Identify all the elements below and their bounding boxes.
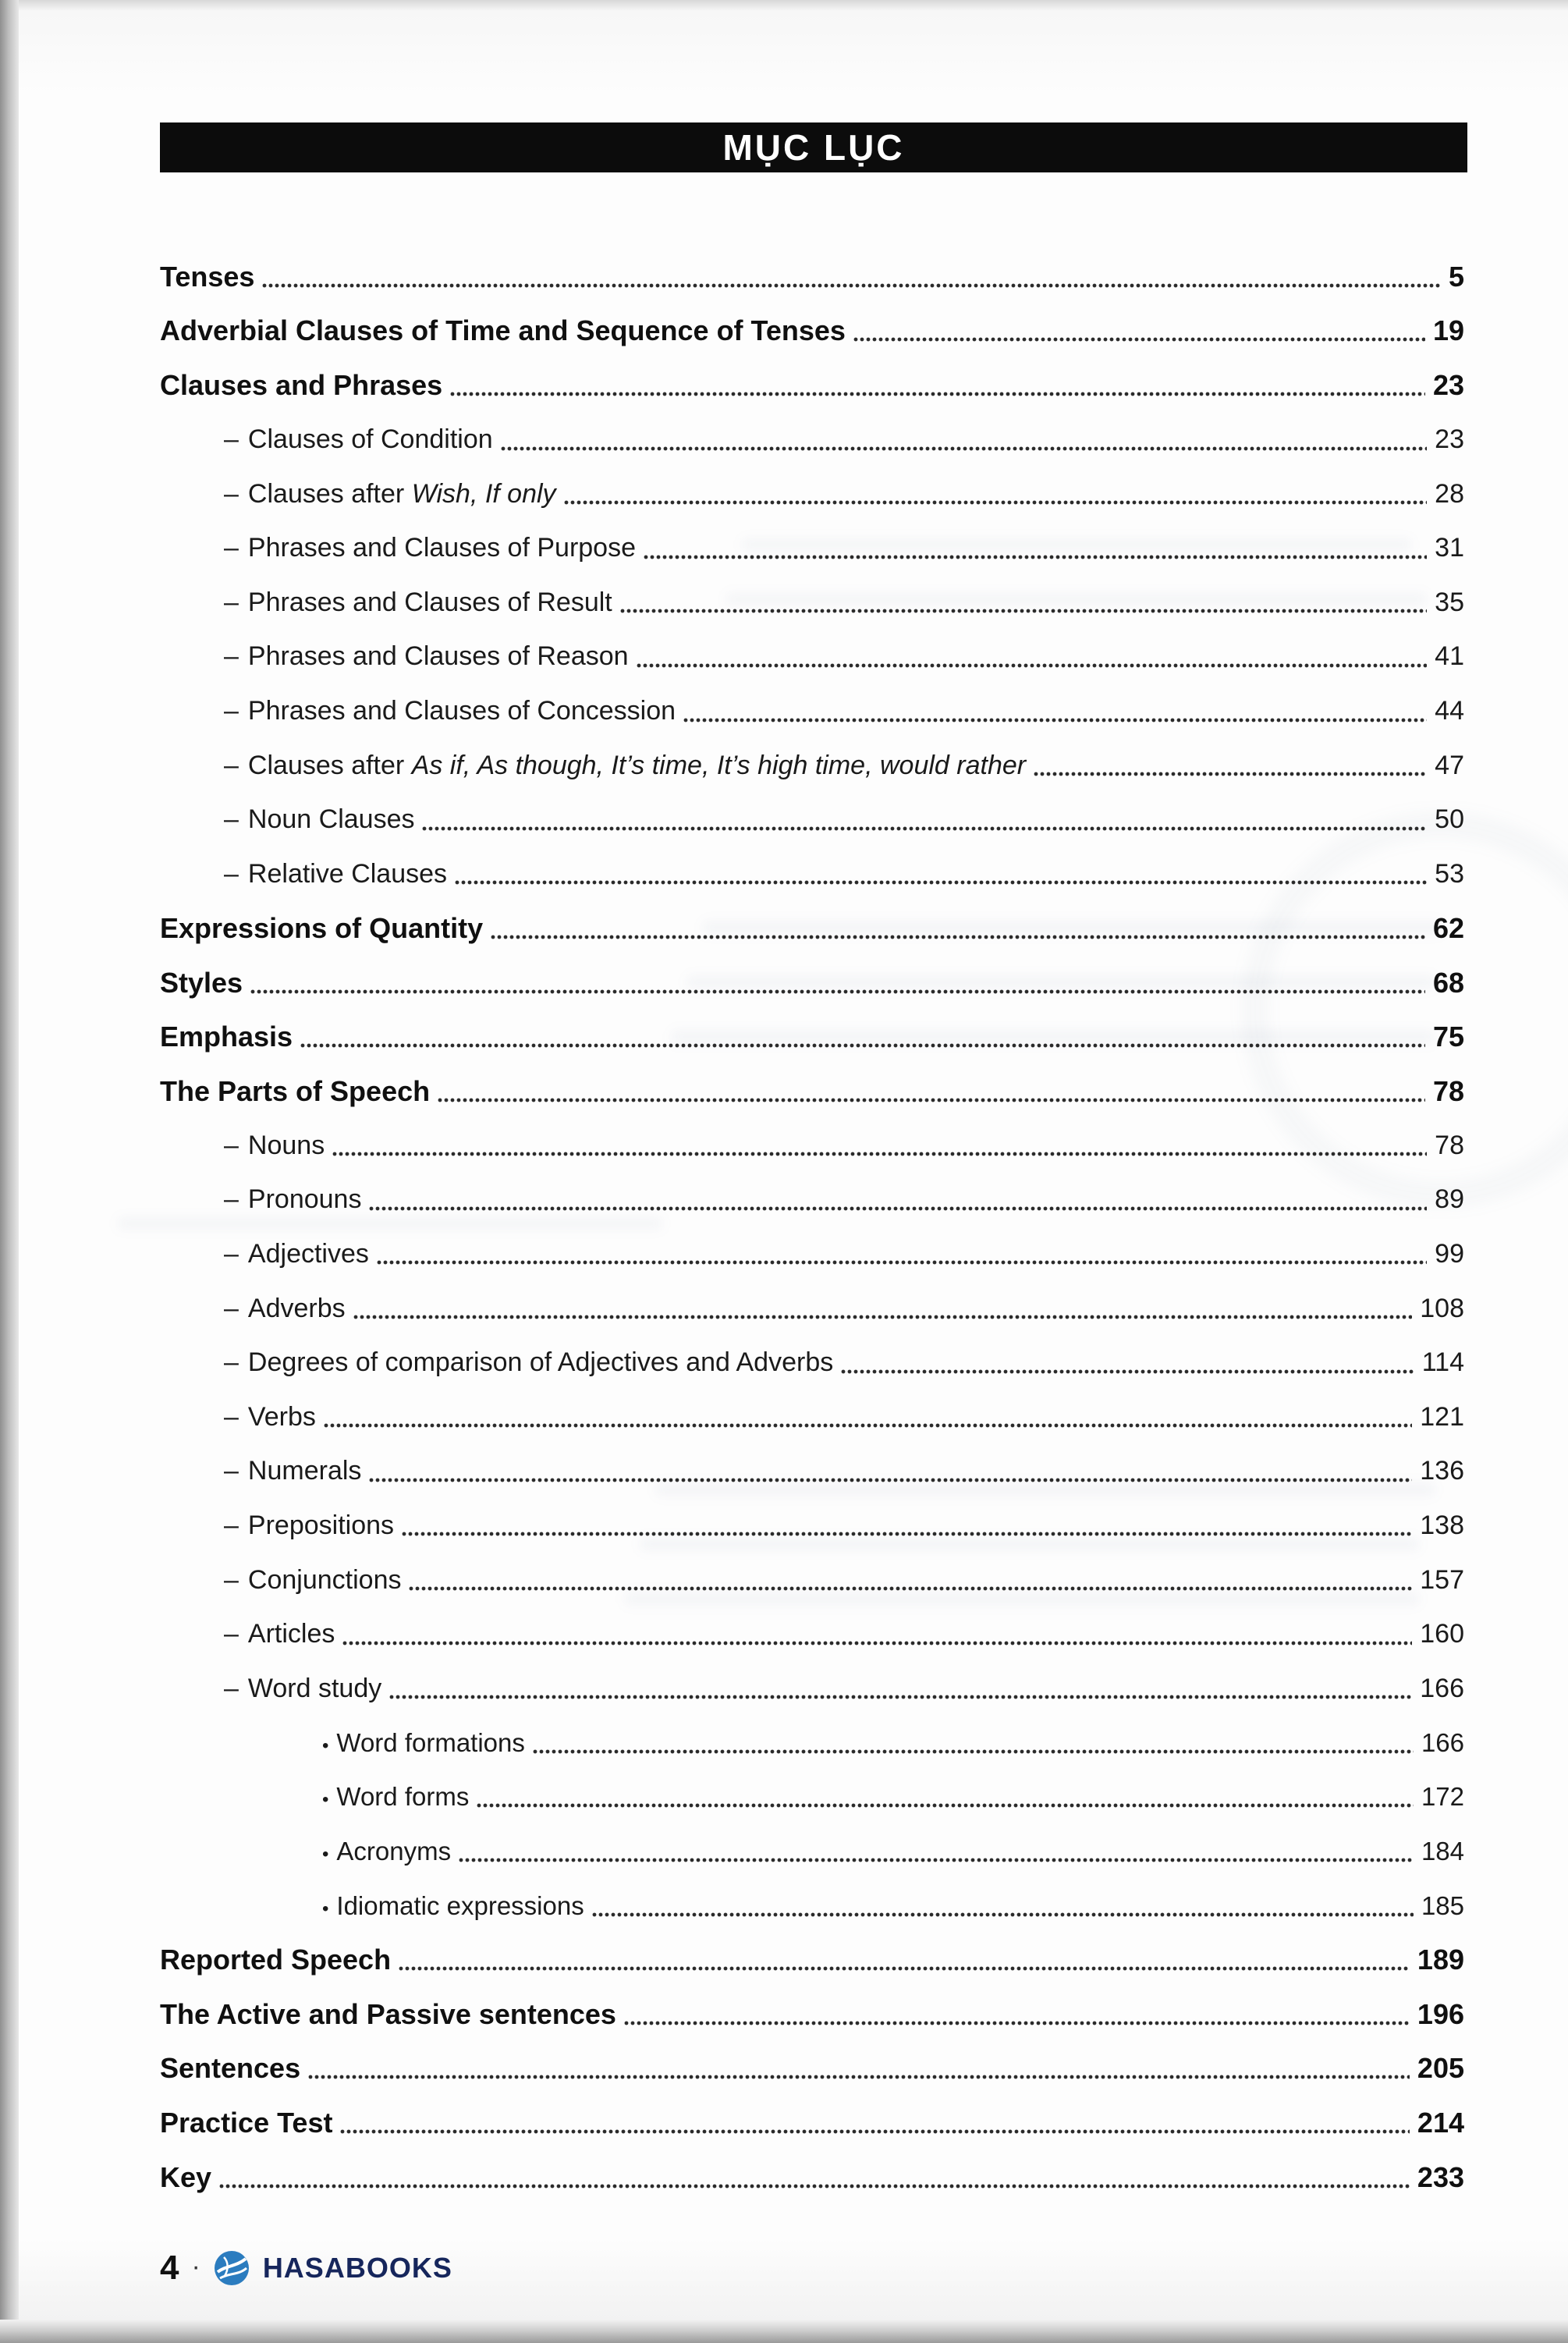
dash-marker-icon: –: [224, 1184, 239, 1215]
toc-entry: [160, 1770, 1464, 1825]
toc-entry-text: Key: [160, 2160, 212, 2193]
dot-leader: [637, 662, 1428, 669]
toc-entry: [160, 1553, 1464, 1607]
toc-entry: [160, 1824, 1464, 1879]
toc-entry-page: 138: [1420, 1510, 1464, 1540]
toc-entry-text: Wish, If only: [411, 478, 556, 509]
toc-entry-page: 78: [1435, 1130, 1464, 1160]
toc-entry-page: 99: [1435, 1238, 1464, 1269]
toc-entry: [160, 684, 1464, 739]
dot-leader: [422, 825, 1427, 832]
toc-entry-page: 23: [1435, 424, 1464, 455]
toc-list: [160, 250, 1464, 2204]
dash-marker-icon: –: [224, 1347, 239, 1378]
toc-entry-label: [224, 859, 447, 889]
toc-entry-text: Word formations: [336, 1727, 525, 1757]
bullet-marker-icon: •: [322, 1844, 329, 1866]
toc-entry-text: Clauses of Condition: [247, 424, 493, 455]
dot-leader: [332, 1151, 1427, 1157]
toc-entry-label: [160, 2107, 332, 2139]
dot-leader: [342, 1640, 1412, 1646]
dot-leader: [300, 1042, 1425, 1049]
dot-leader: [340, 2128, 1409, 2135]
toc-entry-page: 50: [1435, 804, 1464, 835]
dot-leader: [438, 1097, 1425, 1103]
toc-entry: [160, 1716, 1464, 1770]
toc-entry-text: Acronyms: [336, 1837, 452, 1866]
toc-entry-text: Verbs: [247, 1401, 316, 1432]
toc-entry-text: Emphasis: [160, 1021, 293, 1053]
toc-entry-text: Noun Clauses: [247, 804, 415, 835]
toc-entry: [160, 793, 1464, 847]
toc-entry-text: Nouns: [247, 1130, 325, 1160]
toc-entry-page: 47: [1435, 750, 1464, 780]
toc-entry-page: 68: [1432, 966, 1464, 999]
toc-entry-text: Clauses after: [247, 478, 412, 509]
dot-leader: [402, 1531, 1412, 1537]
toc-entry-label: [224, 1294, 346, 1324]
dot-leader: [377, 1259, 1427, 1266]
toc-entry-text: Reported Speech: [160, 1944, 392, 1976]
header-bar: [160, 122, 1467, 172]
toc-entry-page: 172: [1421, 1782, 1464, 1812]
toc-entry-label: [160, 369, 442, 402]
bullet-marker-icon: •: [322, 1734, 329, 1756]
toc-entry-label: [224, 1347, 833, 1378]
toc-entry-page: 62: [1432, 911, 1464, 944]
toc-entry-label: [224, 1511, 394, 1541]
toc-entry: [160, 1933, 1464, 1987]
dot-leader: [501, 446, 1428, 452]
dot-leader: [219, 2183, 1410, 2189]
toc-entry: [160, 1879, 1464, 1933]
page-footer: [160, 2249, 452, 2288]
toc-entry-page: 114: [1421, 1347, 1464, 1378]
toc-entry-label: [224, 1131, 325, 1161]
dot-leader: [683, 717, 1427, 723]
toc-entry-page: 31: [1435, 533, 1464, 563]
bullet-marker-icon: •: [322, 1789, 329, 1811]
toc-entry-text: Prepositions: [247, 1510, 395, 1540]
dot-leader: [389, 1694, 1412, 1700]
toc-entry-page: 166: [1420, 1673, 1464, 1703]
dash-marker-icon: –: [224, 1564, 239, 1595]
toc-entry-text: Numerals: [247, 1456, 362, 1486]
toc-entry-label: [224, 1565, 401, 1596]
footer-separator: ·: [191, 2251, 200, 2281]
toc-entry-text: Clauses after: [247, 750, 412, 780]
footer-brand-name: HASABOOKS: [262, 2252, 452, 2284]
toc-entry-label: [322, 1837, 451, 1866]
toc-entry-text: The Parts of Speech: [160, 1074, 431, 1107]
scan-edge-left: [0, 0, 19, 2343]
dot-leader: [491, 934, 1425, 940]
page-title: MỤC LỤC: [722, 127, 905, 168]
toc-entry-text: Phrases and Clauses of Concession: [247, 696, 676, 726]
toc-entry-label: [160, 1998, 616, 2031]
toc-entry-label: [224, 804, 414, 835]
toc-entry-text: Adverbs: [247, 1293, 346, 1323]
toc-entry-text: Styles: [160, 966, 243, 999]
dash-marker-icon: –: [224, 1238, 239, 1269]
toc-entry-page: 205: [1417, 2052, 1464, 2085]
toc-entry: [160, 1661, 1464, 1716]
toc-entry-page: 19: [1432, 314, 1464, 347]
toc-entry-page: 185: [1421, 1890, 1464, 1920]
toc-entry: [160, 1281, 1464, 1336]
toc-entry: [160, 467, 1464, 521]
dot-leader: [620, 608, 1427, 614]
toc-entry-label: [224, 1456, 361, 1486]
toc-entry-label: [224, 588, 612, 618]
toc-entry: [160, 630, 1464, 684]
toc-entry-label: [160, 314, 846, 347]
dot-leader: [477, 1802, 1414, 1809]
dot-leader: [592, 1912, 1414, 1918]
dot-leader: [450, 391, 1425, 397]
toc-entry-text: Relative Clauses: [247, 858, 448, 889]
toc-entry-text: As if, As though, It’s time, It’s high time, would rather: [411, 750, 1027, 780]
toc-entry-text: Word study: [247, 1673, 382, 1703]
toc-entry-text: Practice Test: [160, 2106, 333, 2139]
hasabooks-globe-logo: [213, 2249, 250, 2287]
dash-marker-icon: –: [224, 533, 239, 563]
toc-entry-text: Idiomatic expressions: [336, 1890, 584, 1920]
dash-marker-icon: –: [224, 1510, 239, 1540]
toc-entry: [160, 1499, 1464, 1553]
toc-entry-page: 78: [1432, 1074, 1464, 1107]
toc-entry-label: [322, 1782, 469, 1812]
toc-entry-text: Conjunctions: [247, 1564, 402, 1595]
toc-entry-page: 35: [1435, 587, 1464, 617]
toc-entry-label: [224, 696, 676, 726]
toc-entry-text: Word forms: [336, 1782, 470, 1812]
dash-marker-icon: –: [224, 1293, 239, 1323]
toc-entry-text: Tenses: [160, 260, 255, 293]
toc-entry-label: [224, 1674, 381, 1704]
toc-entry-label: [160, 1075, 430, 1108]
toc-entry: [160, 2150, 1464, 2205]
scan-edge-bottom: [0, 2320, 1568, 2343]
toc-entry-page: 136: [1420, 1456, 1464, 1486]
toc-entry: [160, 901, 1464, 956]
toc-entry-text: Phrases and Clauses of Purpose: [247, 533, 636, 563]
dash-marker-icon: –: [224, 424, 239, 455]
toc-entry-label: [160, 1021, 293, 1053]
dot-leader: [644, 554, 1427, 560]
toc-entry-text: Pronouns: [247, 1184, 362, 1215]
dash-marker-icon: –: [224, 1401, 239, 1432]
toc-entry-page: 233: [1417, 2160, 1464, 2193]
toc-entry-page: 184: [1421, 1837, 1464, 1866]
dash-marker-icon: –: [224, 587, 239, 617]
toc-entry-label: [322, 1728, 525, 1758]
dot-leader: [262, 282, 1441, 289]
toc-entry-text: Expressions of Quantity: [160, 911, 484, 944]
toc-entry-label: [322, 1891, 584, 1921]
dash-marker-icon: –: [224, 1130, 239, 1160]
dash-marker-icon: –: [224, 1619, 239, 1649]
toc-entry-text: Articles: [247, 1619, 335, 1649]
dot-leader: [853, 336, 1425, 343]
toc-entry-page: 75: [1432, 1021, 1464, 1053]
dot-leader: [841, 1369, 1414, 1375]
toc-entry-label: [160, 912, 483, 945]
toc-entry-label: [224, 1619, 335, 1649]
dash-marker-icon: –: [224, 858, 239, 889]
dot-leader: [409, 1585, 1412, 1592]
dot-leader: [564, 499, 1428, 506]
dot-leader: [624, 2020, 1410, 2026]
toc-entry: [160, 576, 1464, 630]
dot-leader: [1034, 771, 1427, 777]
toc-entry-page: 108: [1420, 1293, 1464, 1323]
toc-entry-page: 160: [1420, 1619, 1464, 1649]
dot-leader: [353, 1314, 1413, 1320]
dot-leader: [369, 1477, 1412, 1483]
dash-marker-icon: –: [224, 1673, 239, 1703]
dash-marker-icon: –: [224, 750, 239, 780]
toc-entry: [160, 2042, 1464, 2096]
toc-entry: [160, 1010, 1464, 1064]
toc-entry-label: [224, 1184, 361, 1215]
toc-entry-label: [224, 1239, 369, 1269]
toc-entry-label: [160, 967, 243, 999]
toc-entry: [160, 956, 1464, 1010]
footer-page-number: 4: [160, 2249, 179, 2287]
toc-entry: [160, 1227, 1464, 1282]
toc-entry-label: [224, 751, 1026, 781]
dot-leader: [459, 1857, 1414, 1863]
toc-entry-page: 5: [1448, 260, 1464, 293]
dash-marker-icon: –: [224, 804, 239, 835]
toc-entry-label: [160, 2161, 211, 2194]
dash-marker-icon: –: [224, 696, 239, 726]
toc-entry-text: Phrases and Clauses of Reason: [247, 641, 629, 672]
toc-entry-label: [224, 1402, 316, 1432]
bullet-marker-icon: •: [322, 1897, 329, 1919]
toc-entry-text: Clauses and Phrases: [160, 368, 443, 401]
toc-entry-label: [224, 641, 629, 672]
dash-marker-icon: –: [224, 478, 239, 509]
toc-entry-page: 89: [1435, 1184, 1464, 1215]
toc-entry: [160, 358, 1464, 413]
toc-entry-page: 214: [1417, 2106, 1464, 2139]
toc-entry: [160, 1987, 1464, 2042]
toc-entry: [160, 1336, 1464, 1390]
toc-entry: [160, 1064, 1464, 1119]
toc-entry-label: [224, 424, 493, 455]
dot-leader: [455, 879, 1427, 886]
toc-entry-label: [160, 261, 254, 293]
toc-entry-page: 166: [1421, 1727, 1464, 1757]
toc-entry-text: Phrases and Clauses of Result: [247, 587, 612, 617]
toc-entry-label: [160, 1944, 391, 1976]
toc-entry-label: [224, 533, 636, 563]
toc-entry-page: 23: [1432, 368, 1464, 401]
toc-entry-text: Adjectives: [247, 1238, 369, 1269]
toc-entry-text: Degrees of comparison of Adjectives and Adverbs: [247, 1347, 834, 1378]
toc-entry-label: [160, 2052, 300, 2085]
toc-entry: [160, 847, 1464, 902]
toc-entry: [160, 1119, 1464, 1173]
toc-entry-page: 189: [1417, 1944, 1464, 1976]
toc-entry-label: [224, 479, 556, 509]
toc-entry-page: 41: [1435, 641, 1464, 672]
toc-entry-page: 28: [1435, 478, 1464, 509]
dot-leader: [533, 1748, 1414, 1755]
toc-entry-text: The Active and Passive sentences: [160, 1997, 616, 2030]
toc-entry-page: 196: [1417, 1997, 1464, 2030]
dot-leader: [250, 989, 1425, 995]
toc-entry: [160, 2096, 1464, 2150]
dot-leader: [369, 1205, 1427, 1212]
toc-entry-page: 157: [1420, 1564, 1464, 1595]
toc-entry: [160, 304, 1464, 359]
toc-entry: [160, 1173, 1464, 1227]
toc-entry: [160, 413, 1464, 467]
toc-entry: [160, 1390, 1464, 1444]
toc-entry: [160, 521, 1464, 576]
dot-leader: [399, 1965, 1410, 1972]
toc-entry-text: Sentences: [160, 2052, 301, 2085]
toc-entry-page: 121: [1420, 1401, 1464, 1432]
dot-leader: [308, 2074, 1410, 2080]
dot-leader: [324, 1422, 1412, 1429]
toc-entry-page: 53: [1435, 858, 1464, 889]
toc-entry: [160, 738, 1464, 793]
scan-edge-top: [0, 0, 1568, 11]
toc-entry-text: Adverbial Clauses of Time and Sequence of Tenses: [160, 314, 846, 347]
dash-marker-icon: –: [224, 1456, 239, 1486]
dash-marker-icon: –: [224, 641, 239, 672]
toc-entry: [160, 1607, 1464, 1662]
toc-entry: [160, 250, 1464, 304]
toc-entry-page: 44: [1435, 696, 1464, 726]
toc-entry: [160, 1444, 1464, 1499]
